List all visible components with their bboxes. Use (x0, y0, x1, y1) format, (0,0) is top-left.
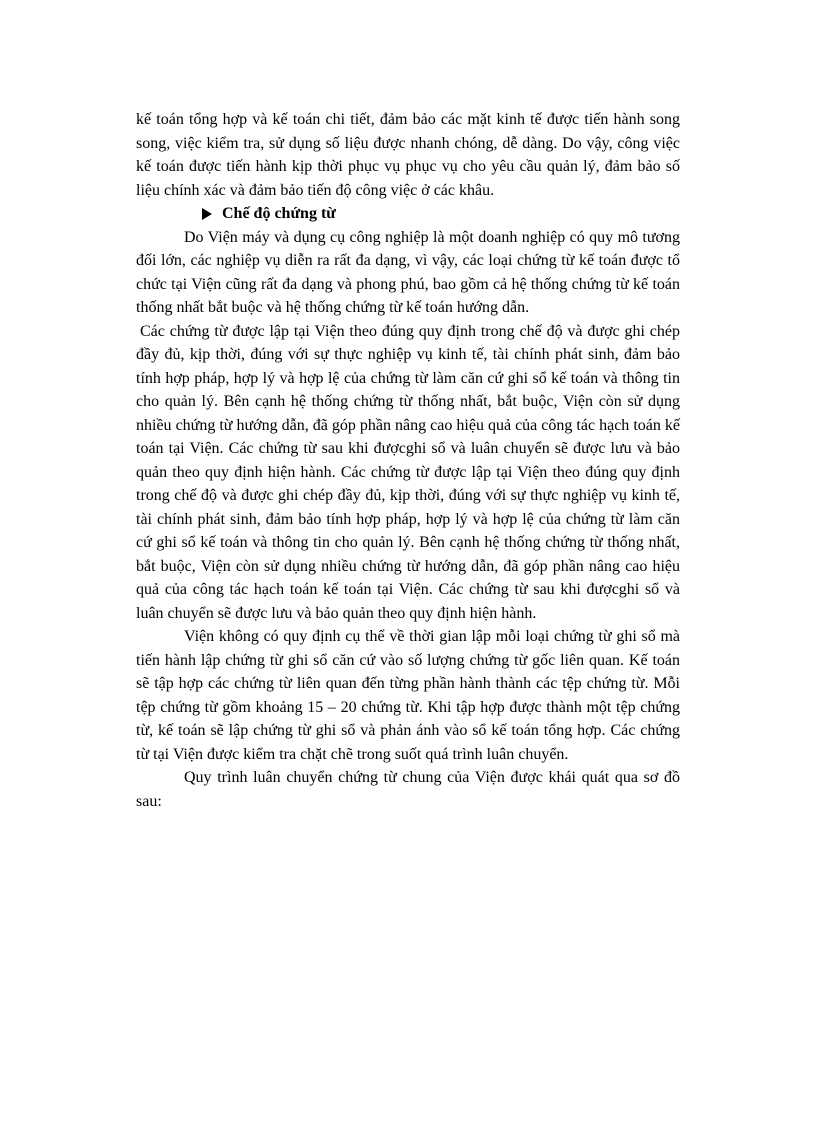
document-page (136, 108, 680, 813)
paragraph-1: Do Viện máy và dụng cụ công nghiệp là một doanh nghiệp có quy mô tương đối lớn, các nghiệp vụ diễn ra rất đa dạng, vì vậy, các loại chứng từ kế toán được tổ chức tại Viện cũng rất đa dạng và phong phú, bao gồm cả hệ thống chứng từ kế toán thống nhất bắt buộc và hệ thống chứng từ kế toán hướng dẫn. (136, 228, 680, 316)
section-heading (136, 202, 680, 226)
paragraph-3: Viện không có quy định cụ thể về thời gian lập mỗi loại chứng từ ghi sổ mà tiến hành lập chứng từ ghi sổ căn cứ vào số lượng chứng từ gốc liên quan. Kế toán sẽ tập hợp các chứng từ liên quan đến từng phần hành thành các tệp chứng từ. Mỗi tệp chứng từ gồm khoảng 15 – 20 chứng từ. Khi tập hợp được thành một tệp chứng từ, kế toán sẽ lập chứng từ ghi sổ và phản ánh vào sổ kế toán tổng hợp. Các chứng từ tại Viện được kiểm tra chặt chẽ trong suốt quá trình luân chuyển. (136, 628, 680, 763)
paragraph-4: Quy trình luân chuyển chứng từ chung của Viện được khái quát qua sơ đồ sau: (136, 769, 680, 810)
arrow-bullet-icon (202, 208, 212, 220)
paragraph-2: Các chứng từ được lập tại Viện theo đúng quy định trong chế độ và được ghi chép đầy đủ, kịp thời, đúng với sự thực nghiệp vụ kinh tế, tài chính phát sinh, đảm bảo tính hợp pháp, hợp lý và hợp lệ của chứng từ làm căn cứ ghi sổ kế toán và thông tin cho quản lý. Bên cạnh hệ thống chứng từ thống nhất, bắt buộc, Viện còn sử dụng nhiều chứng từ hướng dẫn, đã góp phần nâng cao hiệu quả của công tác hạch toán kế toán tại Viện. Các chứng từ sau khi đượcghi sổ và luân chuyển sẽ được lưu và bảo quản theo quy định hiện hành. Các chứng từ được lập tại Viện theo đúng quy định trong chế độ và được ghi chép đầy đủ, kịp thời, đúng với sự thực nghiệp vụ kinh tế, tài chính phát sinh, đảm bảo tính hợp pháp, hợp lý và hợp lệ của chứng từ làm căn cứ ghi sổ kế toán và thông tin cho quản lý. Bên cạnh hệ thống chứng từ thống nhất, bắt buộc, Viện còn sử dụng nhiều chứng từ hướng dẫn, đã góp phần nâng cao hiệu quả của công tác hạch toán kế toán tại Viện. Các chứng từ sau khi đượcghi sổ và luân chuyển sẽ được lưu và bảo quản theo quy định hiện hành. (136, 322, 680, 622)
section-heading-text: Chế độ chứng từ (222, 205, 336, 222)
intro-paragraph: kế toán tổng hợp và kế toán chi tiết, đảm bảo các mặt kinh tế được tiến hành song song, việc kiểm tra, sử dụng số liệu được nhanh chóng, dễ dàng. Do vậy, công việc kế toán được tiến hành kịp thời phục vụ phục vụ cho yêu cầu quản lý, đảm bảo số liệu chính xác và đảm bảo tiến độ công việc ở các khâu. (136, 111, 680, 199)
